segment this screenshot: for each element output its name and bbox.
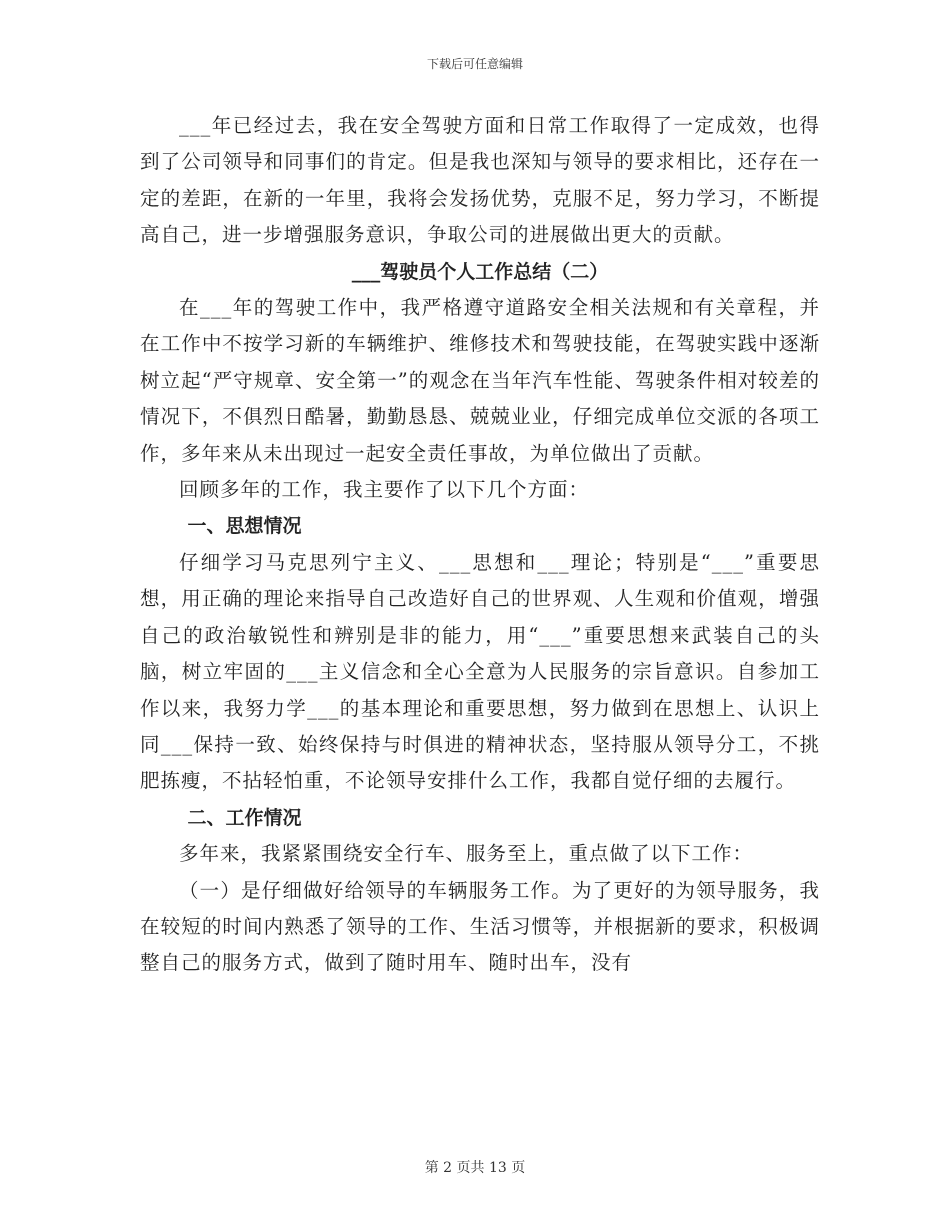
section-title: ___驾驶员个人工作总结（二）	[351, 260, 609, 283]
document-body	[140, 108, 820, 982]
paragraph-work-item-1: （一）是仔细做好给领导的车辆服务工作。为了更好的为领导服务，我在较短的时间内熟悉了领导的工作、生活习惯等，并根据新的要求，积极调整自己的服务方式，做到了随时用车、随时出车，没有	[140, 878, 820, 975]
paragraph-summary: 在___年的驾驶工作中，我严格遵守道路安全相关法规和有关章程，并在工作中不按学习新的车辆维护、维修技术和驾驶技能，在驾驶实践中逐渐树立起“严守规章、安全第一”的观念在当年汽车性能、驾驶条件相对较差的情况下，不俱烈日酷暑，勤勤恳恳、兢兢业业，仔细完成单位交派的各项工作，多年来从未出现过一起安全责任事故，为单位做出了贡献。	[140, 296, 820, 465]
heading-work: 二、工作情况	[187, 806, 302, 829]
page-footer: 第 2 页共 13 页	[424, 1160, 526, 1176]
paragraph-ideology: 仔细学习马克思列宁主义、___思想和___理论；特别是“___”重要思想，用正确的理论来指导自己改造好自己的世界观、人生观和价值观，增强自己的政治敏锐性和辨别是非的能力，用“___”重要思想来武装自己的头脑，树立牢固的___主义信念和全心全意为人民服务的宗旨意识。自参加工作以来，我努力学___的基本理论和重要思想，努力做到在思想上、认识上同___保持一致、始终保持与时俱进的精神状态，坚持服从领导分工，不挑肥拣瘦，不拈轻怕重，不论领导安排什么工作，我都自觉仔细的去履行。	[140, 550, 820, 793]
paragraph-intro: ___年已经过去，我在安全驾驶方面和日常工作取得了一定成效，也得到了公司领导和同事们的肯定。但是我也深知与领导的要求相比，还存在一定的差距，在新的一年里，我将会发扬优势，克服不足，努力学习，不断提高自己，进一步增强服务意识，争取公司的进展做出更大的贡献。	[140, 114, 820, 247]
heading-ideology: 一、思想情况	[187, 515, 302, 538]
page-header: 下载后可任意编辑	[426, 57, 523, 71]
paragraph-work-intro: 多年来，我紧紧围绕安全行车、服务至上，重点做了以下工作：	[179, 842, 754, 866]
paragraph-review: 回顾多年的工作，我主要作了以下几个方面：	[179, 478, 590, 502]
